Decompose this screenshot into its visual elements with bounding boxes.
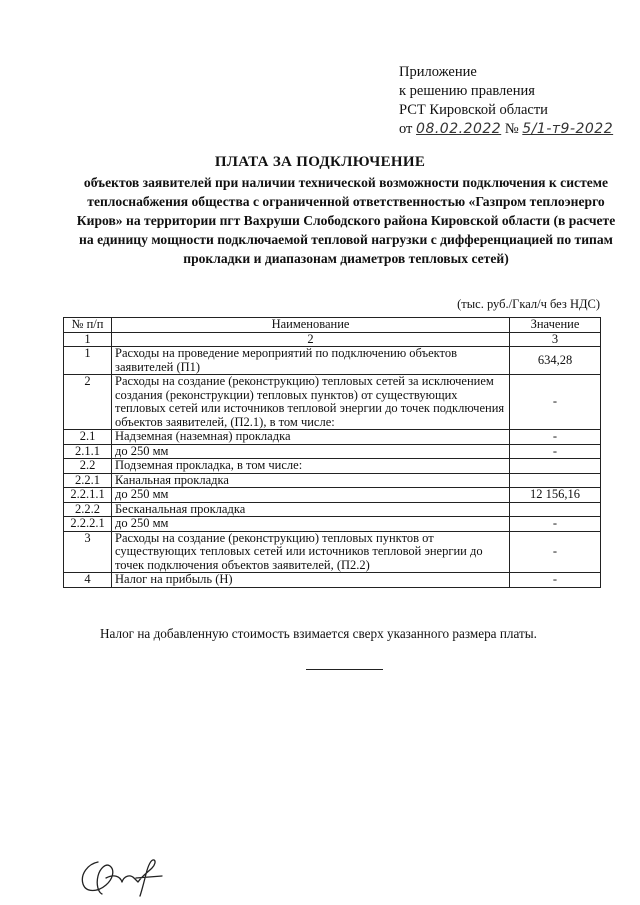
row-name: до 250 мм [112, 517, 510, 532]
row-value: 634,28 [510, 347, 601, 375]
row-number: 4 [64, 573, 112, 588]
index-3: 3 [510, 332, 601, 347]
index-2: 2 [112, 332, 510, 347]
row-name: Расходы на проведение мероприятий по подключению объектов заявителей (П1) [112, 347, 510, 375]
appendix-line-2: к решению правления [399, 83, 535, 99]
document-subtitle: объектов заявителей при наличии технической возможности подключения к системе теплоснабжения общества с ограниченной ответственностью «Газпром теплоэнерго Киров» на территории пгт Вахруши Слободского района Кировской области (в расчете на единицу мощности подключаемой тепловой нагрузки с дифференциацией по типам прокладки и диапазонам диаметров тепловых сетей) [76, 175, 616, 266]
table-row [64, 473, 601, 488]
table-row [64, 531, 601, 573]
row-number: 2.1.1 [64, 444, 112, 459]
row-number: 2.2 [64, 459, 112, 474]
row-name: Расходы на создание (реконструкцию) тепловых пунктов от существующих тепловых сетей или источников тепловой энергии до точек подключения объектов заявителей, (П2.2) [112, 531, 510, 573]
row-value: - [510, 517, 601, 532]
table-row [64, 430, 601, 445]
row-name: Подземная прокладка, в том числе: [112, 459, 510, 474]
appendix-line-3: РСТ Кировской области [399, 102, 548, 118]
row-value: - [510, 430, 601, 445]
row-name: Расходы на создание (реконструкцию) тепловых сетей за исключением создания (реконструкции) тепловых пунктов) от существующих тепловых сетей или источников тепловой энергии до точек подключения объектов заявителей, (П2.1), в том числе: [112, 375, 510, 430]
decision-date: 08.02.2022 [416, 121, 502, 137]
row-number: 1 [64, 347, 112, 375]
row-number: 3 [64, 531, 112, 573]
table-row [64, 459, 601, 474]
fee-table [63, 317, 601, 588]
row-value: - [510, 531, 601, 573]
table-row [64, 375, 601, 430]
appendix-block [399, 63, 613, 139]
table-row [64, 573, 601, 588]
header-name: Наименование [112, 318, 510, 333]
row-value [510, 459, 601, 474]
row-number: 2.1 [64, 430, 112, 445]
row-number: 2.2.1 [64, 473, 112, 488]
signature-icon [76, 852, 168, 897]
date-prefix: от [399, 121, 413, 137]
row-number: 2.2.1.1 [64, 488, 112, 503]
row-name: Канальная прокладка [112, 473, 510, 488]
appendix-line-1: Приложение [399, 64, 477, 80]
table-header-row [64, 318, 601, 333]
header-number: № п/п [64, 318, 112, 333]
document-title: ПЛАТА ЗА ПОДКЛЮЧЕНИЕ [214, 154, 426, 170]
table-row [64, 517, 601, 532]
row-name: до 250 мм [112, 488, 510, 503]
row-value: - [510, 573, 601, 588]
row-value [510, 473, 601, 488]
decision-number: 5/1-т9-2022 [522, 121, 614, 137]
vat-note: Налог на добавленную стоимость взимается сверх указанного размера платы. [100, 626, 537, 641]
row-value: - [510, 444, 601, 459]
closing-divider [306, 669, 383, 670]
table-row [64, 502, 601, 517]
table-index-row [64, 332, 601, 347]
index-1: 1 [64, 332, 112, 347]
row-value: - [510, 375, 601, 430]
number-prefix: № [504, 121, 519, 137]
header-value: Значение [510, 318, 601, 333]
table-row [64, 347, 601, 375]
row-value: 12 156,16 [510, 488, 601, 503]
row-name: Налог на прибыль (Н) [112, 573, 510, 588]
row-number: 2 [64, 375, 112, 430]
appendix-date-line [399, 120, 613, 139]
table-row [64, 444, 601, 459]
row-number: 2.2.2.1 [64, 517, 112, 532]
row-name: Надземная (наземная) прокладка [112, 430, 510, 445]
row-number: 2.2.2 [64, 502, 112, 517]
row-name: до 250 мм [112, 444, 510, 459]
units-label: (тыс. руб./Гкал/ч без НДС) [457, 297, 600, 311]
table-row [64, 488, 601, 503]
row-value [510, 502, 601, 517]
row-name: Бесканальная прокладка [112, 502, 510, 517]
